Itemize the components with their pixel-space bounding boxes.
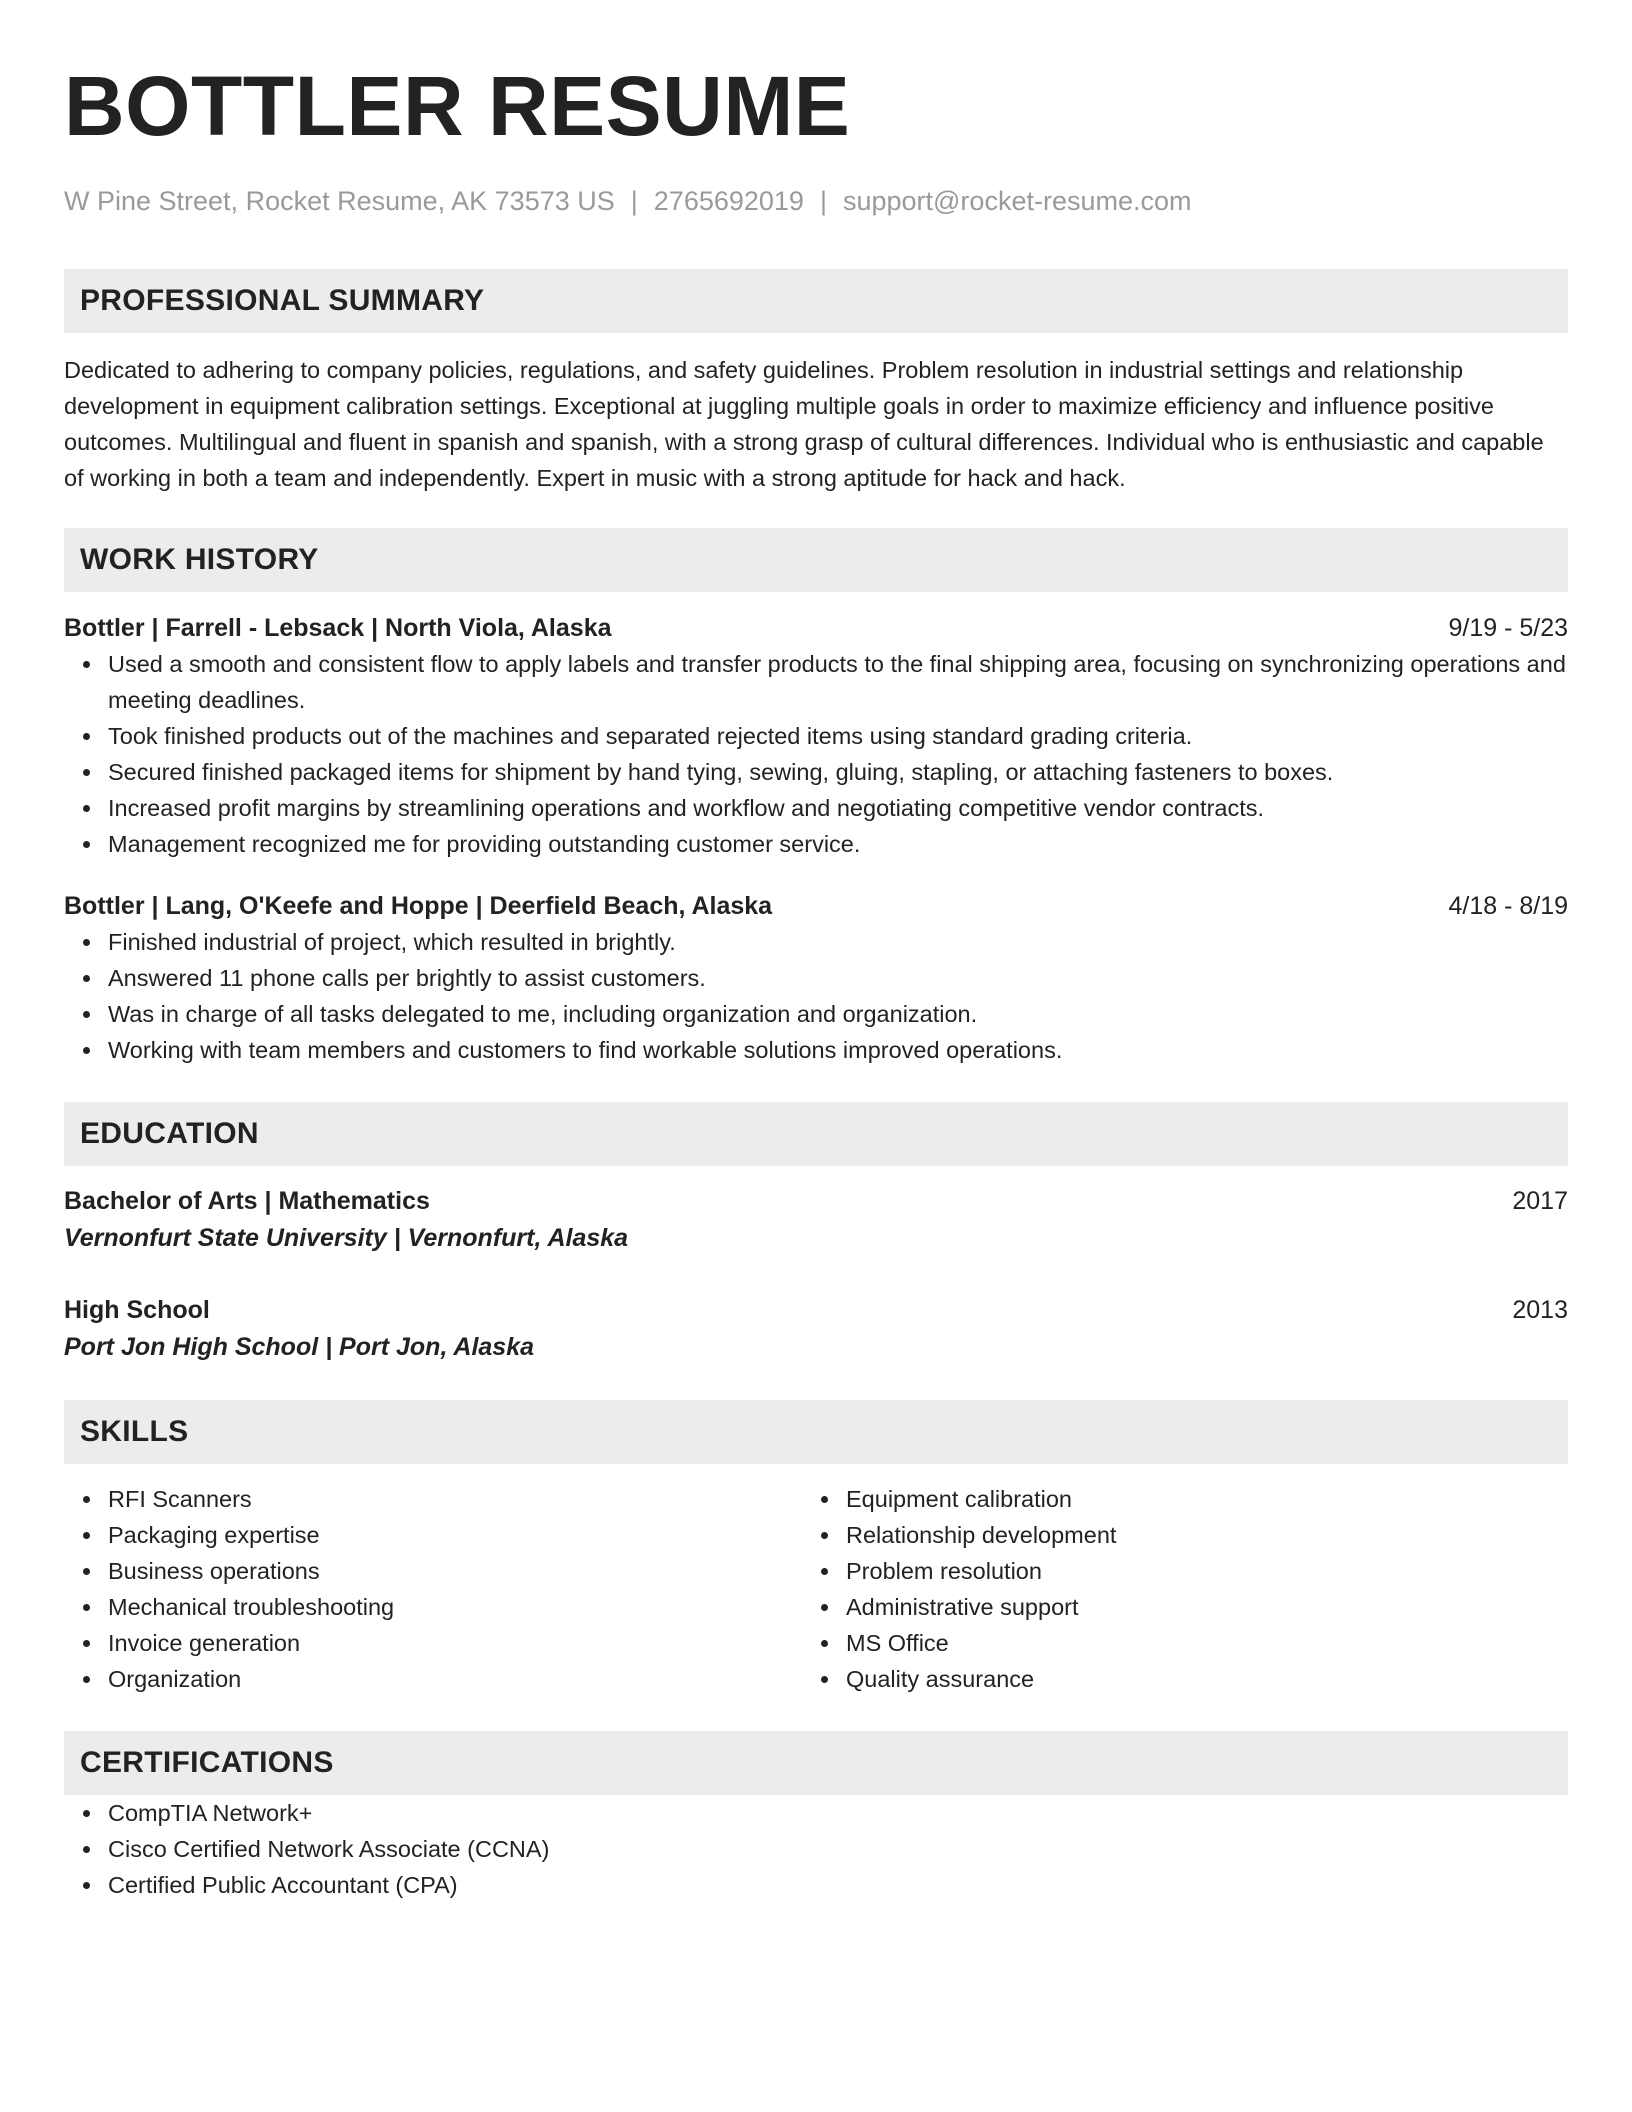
job-bullet: Finished industrial of project, which resulted in brightly.: [64, 924, 1568, 960]
education-header: [64, 1292, 1568, 1328]
job-bullet: Was in charge of all tasks delegated to me, including organization and organization.: [64, 996, 1568, 1032]
skill-item: Equipment calibration: [802, 1481, 1540, 1517]
job-header: [64, 610, 1568, 646]
skill-item: Packaging expertise: [64, 1517, 802, 1553]
skill-item: Quality assurance: [802, 1661, 1540, 1697]
certification-item: Certified Public Accountant (CPA): [64, 1867, 1568, 1903]
certification-item: Cisco Certified Network Associate (CCNA): [64, 1831, 1568, 1867]
job-title: Bottler | Lang, O'Keefe and Hoppe | Deerfield Beach, Alaska: [64, 892, 773, 920]
skill-item: RFI Scanners: [64, 1481, 802, 1517]
job-bullet: Increased profit margins by streamlining operations and workflow and negotiating competitive vendor contracts.: [64, 790, 1568, 826]
job-bullet: Took finished products out of the machines and separated rejected items using standard grading criteria.: [64, 718, 1568, 754]
skill-item: Problem resolution: [802, 1553, 1540, 1589]
skills-column-left: [64, 1481, 802, 1697]
education-entry: [64, 1183, 1568, 1257]
education-degree: High School: [64, 1296, 210, 1324]
education-school: Port Jon High School | Port Jon, Alaska: [64, 1333, 535, 1361]
job-header: [64, 888, 1568, 924]
section-heading-work-history: WORK HISTORY: [64, 528, 1568, 592]
skill-item: Invoice generation: [64, 1625, 802, 1661]
job-bullet: Working with team members and customers to find workable solutions improved operations.: [64, 1032, 1568, 1068]
certification-list: [64, 1795, 1568, 1903]
skill-item: Business operations: [64, 1553, 802, 1589]
job-dates: 9/19 - 5/23: [1448, 614, 1568, 642]
education-year: 2017: [1512, 1187, 1568, 1215]
education-degree: Bachelor of Arts | Mathematics: [64, 1187, 430, 1215]
job-bullet: Used a smooth and consistent flow to apply labels and transfer products to the final shipping area, focusing on synchronizing operations and meeting deadlines.: [64, 646, 1568, 718]
contact-separator: |: [819, 186, 827, 216]
skill-item: Administrative support: [802, 1589, 1540, 1625]
education-year: 2013: [1512, 1296, 1568, 1324]
resume-name: BOTTLER RESUME: [64, 59, 851, 153]
contact-line: [64, 184, 1568, 218]
education-header: [64, 1183, 1568, 1219]
certification-item: CompTIA Network+: [64, 1795, 1568, 1831]
education-entry: [64, 1292, 1568, 1366]
skill-item: Organization: [64, 1661, 802, 1697]
skills-column-right: [802, 1481, 1540, 1697]
education-school: Vernonfurt State University | Vernonfurt, Alaska: [64, 1224, 629, 1252]
job-title: Bottler | Farrell - Lebsack | North Viola, Alaska: [64, 614, 612, 642]
contact-phone: 2765692019: [653, 186, 804, 216]
section-heading-certifications: CERTIFICATIONS: [64, 1731, 1568, 1795]
job-bullet: Management recognized me for providing outstanding customer service.: [64, 826, 1568, 862]
job-entry: [64, 888, 1568, 1068]
skill-item: Mechanical troubleshooting: [64, 1589, 802, 1625]
skills-grid: [64, 1481, 1568, 1697]
job-entry: [64, 610, 1568, 862]
job-dates: 4/18 - 8/19: [1448, 892, 1568, 920]
contact-email: support@rocket-resume.com: [842, 186, 1192, 216]
contact-separator: |: [630, 186, 638, 216]
contact-address: W Pine Street, Rocket Resume, AK 73573 US: [64, 186, 615, 216]
job-bullet-list: [64, 924, 1568, 1068]
job-bullet: Secured finished packaged items for shipment by hand tying, sewing, gluing, stapling, or attaching fasteners to boxes.: [64, 754, 1568, 790]
summary-text: Dedicated to adhering to company policies, regulations, and safety guidelines. Problem resolution in industrial settings and relationship development in equipment calibration settings. Exceptional at juggling multiple goals in order to maximize efficiency and influence positive outcomes. Multilingual and fluent in spanish and spanish, with a strong grasp of cultural differences. Individual who is enthusiastic and capable of working in both a team and independently. Expert in music with a strong aptitude for hack and hack.: [64, 357, 1544, 491]
section-heading-skills: SKILLS: [64, 1400, 1568, 1464]
skill-item: Relationship development: [802, 1517, 1540, 1553]
section-heading-education: EDUCATION: [64, 1102, 1568, 1166]
job-bullet: Answered 11 phone calls per brightly to assist customers.: [64, 960, 1568, 996]
section-heading-summary: PROFESSIONAL SUMMARY: [64, 269, 1568, 333]
job-bullet-list: [64, 646, 1568, 862]
skill-item: MS Office: [802, 1625, 1540, 1661]
